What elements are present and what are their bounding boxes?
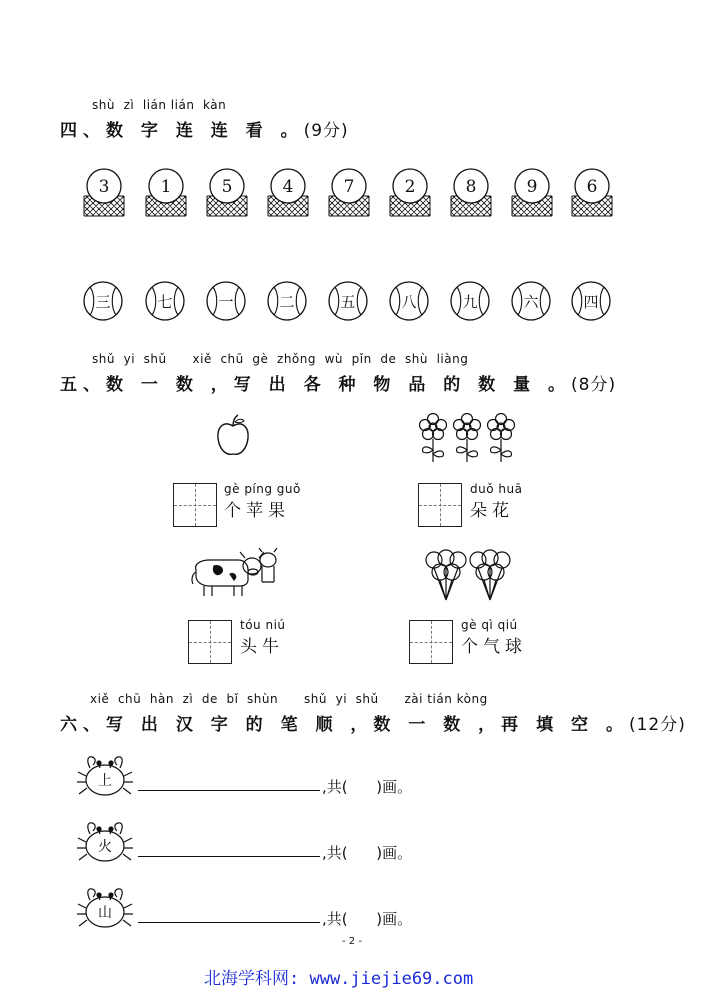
ball-character: 四 xyxy=(583,293,599,311)
balloon-icon xyxy=(424,546,514,604)
answer-box-balloon[interactable] xyxy=(409,620,453,664)
section5-title xyxy=(60,370,616,395)
stroke-count-text: ,共( )画。 xyxy=(322,844,413,862)
basket-number: 3 xyxy=(98,177,110,197)
basket-6[interactable] xyxy=(388,166,432,218)
basket-number: 9 xyxy=(526,177,538,197)
section5-score: (8分) xyxy=(571,375,617,395)
answer-box-apple[interactable] xyxy=(173,483,217,527)
cow-label: 头牛 xyxy=(240,637,284,657)
section6-pinyin: xiě chū hàn zì de bǐ shùn shǔ yi shǔ zài tián kòng xyxy=(90,692,488,706)
stroke-character: 上 xyxy=(98,773,112,789)
stroke-order-blank[interactable] xyxy=(138,856,320,857)
crab-icon xyxy=(76,754,134,800)
ball-6[interactable] xyxy=(388,280,430,322)
ball-character: 二 xyxy=(279,293,295,311)
flower-label: 朵花 xyxy=(470,501,514,521)
page-number: - 2 - xyxy=(342,936,362,947)
section4-title-text: 四、数 字 连 连 看 。 xyxy=(60,121,304,141)
basket-4[interactable] xyxy=(266,166,310,218)
basket-5[interactable] xyxy=(327,166,371,218)
ball-8[interactable] xyxy=(510,280,552,322)
section6-title xyxy=(60,710,686,735)
footer-watermark: 北海学科网: www.jiejie69.com xyxy=(204,969,474,989)
ball-character: 三 xyxy=(95,293,111,311)
basket-3[interactable] xyxy=(205,166,249,218)
section4-score: (9分) xyxy=(303,121,349,141)
basket-number: 7 xyxy=(343,177,355,197)
balloon-pinyin: gè qì qiú xyxy=(461,618,518,632)
basket-number: 4 xyxy=(282,177,294,197)
apple-label: 个苹果 xyxy=(224,501,290,521)
apple-icon xyxy=(215,414,251,458)
basket-number: 1 xyxy=(160,177,172,197)
stroke-count-text: ,共( )画。 xyxy=(322,910,413,928)
ball-character: 九 xyxy=(462,293,478,311)
section5-pinyin: shǔ yi shǔ xiě chū gè zhǒng wù pǐn de shù liàng xyxy=(92,352,469,366)
basket-number: 6 xyxy=(586,177,598,197)
basket-1[interactable] xyxy=(82,166,126,218)
basket-number: 5 xyxy=(221,177,233,197)
ball-character: 一 xyxy=(218,293,234,311)
section5-title-text: 五、数 一 数 ，写 出 各 种 物 品 的 数 量 。 xyxy=(60,375,572,395)
ball-9[interactable] xyxy=(570,280,612,322)
basket-number: 2 xyxy=(404,177,416,197)
stroke-character: 山 xyxy=(98,905,112,921)
stroke-character: 火 xyxy=(98,839,112,855)
ball-character: 七 xyxy=(157,293,173,311)
ball-3[interactable] xyxy=(205,280,247,322)
basket-2[interactable] xyxy=(144,166,188,218)
ball-character: 八 xyxy=(401,293,417,311)
section4-pinyin: shù zì lián lián kàn xyxy=(92,98,227,112)
balloon-label: 个气球 xyxy=(461,637,527,657)
ball-character: 五 xyxy=(340,293,356,311)
cow-pinyin: tóu niú xyxy=(240,618,286,632)
ball-7[interactable] xyxy=(449,280,491,322)
answer-box-flower[interactable] xyxy=(418,483,462,527)
basket-9[interactable] xyxy=(570,166,614,218)
section6-score: (12分) xyxy=(628,715,686,735)
basket-8[interactable] xyxy=(510,166,554,218)
basket-7[interactable] xyxy=(449,166,493,218)
answer-box-cow[interactable] xyxy=(188,620,232,664)
ball-1[interactable] xyxy=(82,280,124,322)
ball-4[interactable] xyxy=(266,280,308,322)
apple-pinyin: gè píng guǒ xyxy=(224,482,301,496)
stroke-order-blank[interactable] xyxy=(138,790,320,791)
ball-character: 六 xyxy=(523,293,539,311)
flower-icon xyxy=(415,412,525,464)
ball-2[interactable] xyxy=(144,280,186,322)
section4-title xyxy=(60,116,349,141)
flower-pinyin: duǒ huā xyxy=(470,482,523,496)
stroke-order-blank[interactable] xyxy=(138,922,320,923)
section6-title-text: 六、写 出 汉 字 的 笔 顺 ，数 一 数 ，再 填 空 。 xyxy=(60,715,629,735)
basket-number: 8 xyxy=(465,177,477,197)
crab-icon xyxy=(76,820,134,866)
ball-5[interactable] xyxy=(327,280,369,322)
cow-icon xyxy=(190,548,280,600)
crab-icon xyxy=(76,886,134,932)
stroke-count-text: ,共( )画。 xyxy=(322,778,413,796)
